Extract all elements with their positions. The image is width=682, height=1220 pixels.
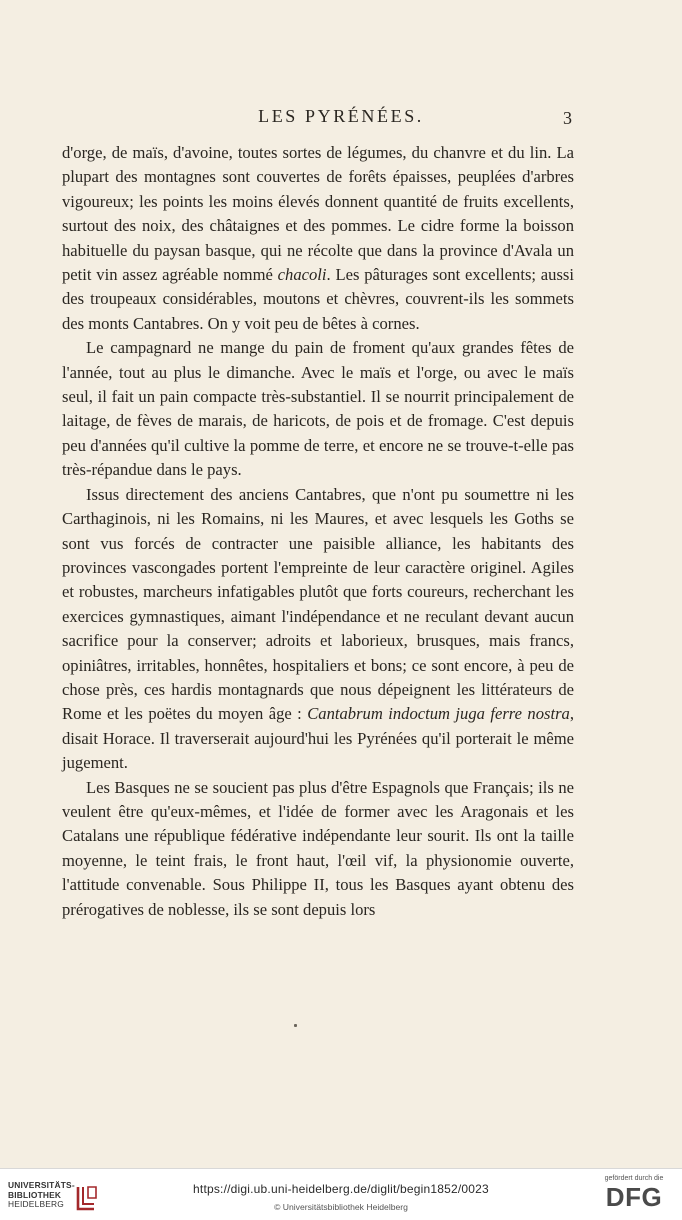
dfg-funding-logo[interactable] [598, 1174, 670, 1216]
paragraph [62, 483, 574, 776]
page-number: 3 [563, 108, 572, 128]
running-head [0, 104, 682, 130]
library-name-line: UNIVERSITÄTS- [8, 1180, 75, 1190]
paragraph [62, 776, 574, 922]
paragraph-text: Issus directement des anciens Cantabres, que n'ont pu soumettre ni les Carthaginois, ni les Romains, ni les Maures, et avec lesquels les Goths se sont vus forcés de contracter une paisible alliance, les habitants des provinces vascongades portent l'empreinte de leur caractère originel. Agiles et robustes, marcheurs infatigables plutôt que forts coureurs, recherchant les exercices gymnastiques, aimant l'indépendance et ne reculant devant aucun sacrifice pour la conserver; adroits et laborieux, brusques, mais francs, opiniâtres, irritables, honnêtes, hospitaliers et bons; ce sont encore, à peu de chose près, ces hardis montagnards que nous dépeignent les littérateurs de Rome et les poëtes du moyen âge : [62, 484, 574, 724]
paragraph-text: d'orge, de maïs, d'avoine, toutes sortes de légumes, du chanvre et du lin. La plupart des montagnes sont couvertes de forêts épaisses, peuplées d'arbres vigoureux; les points les moins élevés donnent quantité de fruits excellents, surtout des noix, des châtaignes et des pommes. Le cidre forme la boisson habituelle du paysan basque, qui ne récolte que dans la province d'Avala un petit vin assez agréable nommé [62, 143, 574, 285]
italic-term: chacoli [277, 265, 327, 285]
library-name-line: HEIDELBERG [8, 1199, 64, 1210]
ink-speck [294, 1024, 297, 1027]
paragraph-text: Le campagnard ne mange du pain de froment qu'aux grandes fêtes de l'année, tout au plus le dimanche. Avec le maïs et l'orge, ou avec le maïs seul, il fait un pain compacte très-substantiel. Il se nourrit principalement de laitage, de fèves de marais, de haricots, de pois et de fromage. C'est depuis peu d'années qu'il cultive la pomme de terre, et encore ne se trouve-t-elle pas très-répandue dans le pays. [62, 338, 574, 480]
paragraph-text: . Les pâturages sont excellents; aussi des troupeaux considérables, moutons et chèvres, couvrent-ils les sommets des monts Cantabres. On y voit peu de bêtes à cornes. [62, 265, 574, 333]
library-name-line: BIBLIOTHEK [8, 1189, 62, 1200]
viewer-footer [0, 1168, 682, 1220]
body-text [62, 141, 574, 922]
running-title: LES PYRÉNÉES. [258, 106, 424, 126]
paragraph-text: , disait Horace. Il traverserait aujourd'hui les Pyrénées qu'il porterait le même jugement. [62, 704, 574, 773]
permalink-url[interactable]: https://digi.ub.uni-heidelberg.de/diglit/begin1852/0023 [193, 1182, 489, 1196]
paragraph [62, 336, 574, 482]
funding-caption: gefördert durch die [604, 1175, 664, 1182]
copyright-notice: © Universitätsbibliothek Heidelberg [274, 1202, 408, 1212]
paragraph-text: Les Basques ne se soucient pas plus d'être Espagnols que Français; ils ne veulent être qu'eux-mêmes, et l'idée de former avec les Aragonais et les Catalans une république fédérative indépendante leur sourit. Ils ont la taille moyenne, le teint frais, le front haut, l'œil vif, la physionomie ouverte, l'attitude convenable. Sous Philippe II, tous les Basques ayant obtenu des prérogatives de noblesse, ils se sont depuis lors [62, 777, 574, 919]
latin-quotation: Cantabrum indoctum juga ferre nostra [307, 704, 570, 724]
dfg-logo-text: DFG [605, 1182, 663, 1212]
paragraph [62, 141, 574, 336]
